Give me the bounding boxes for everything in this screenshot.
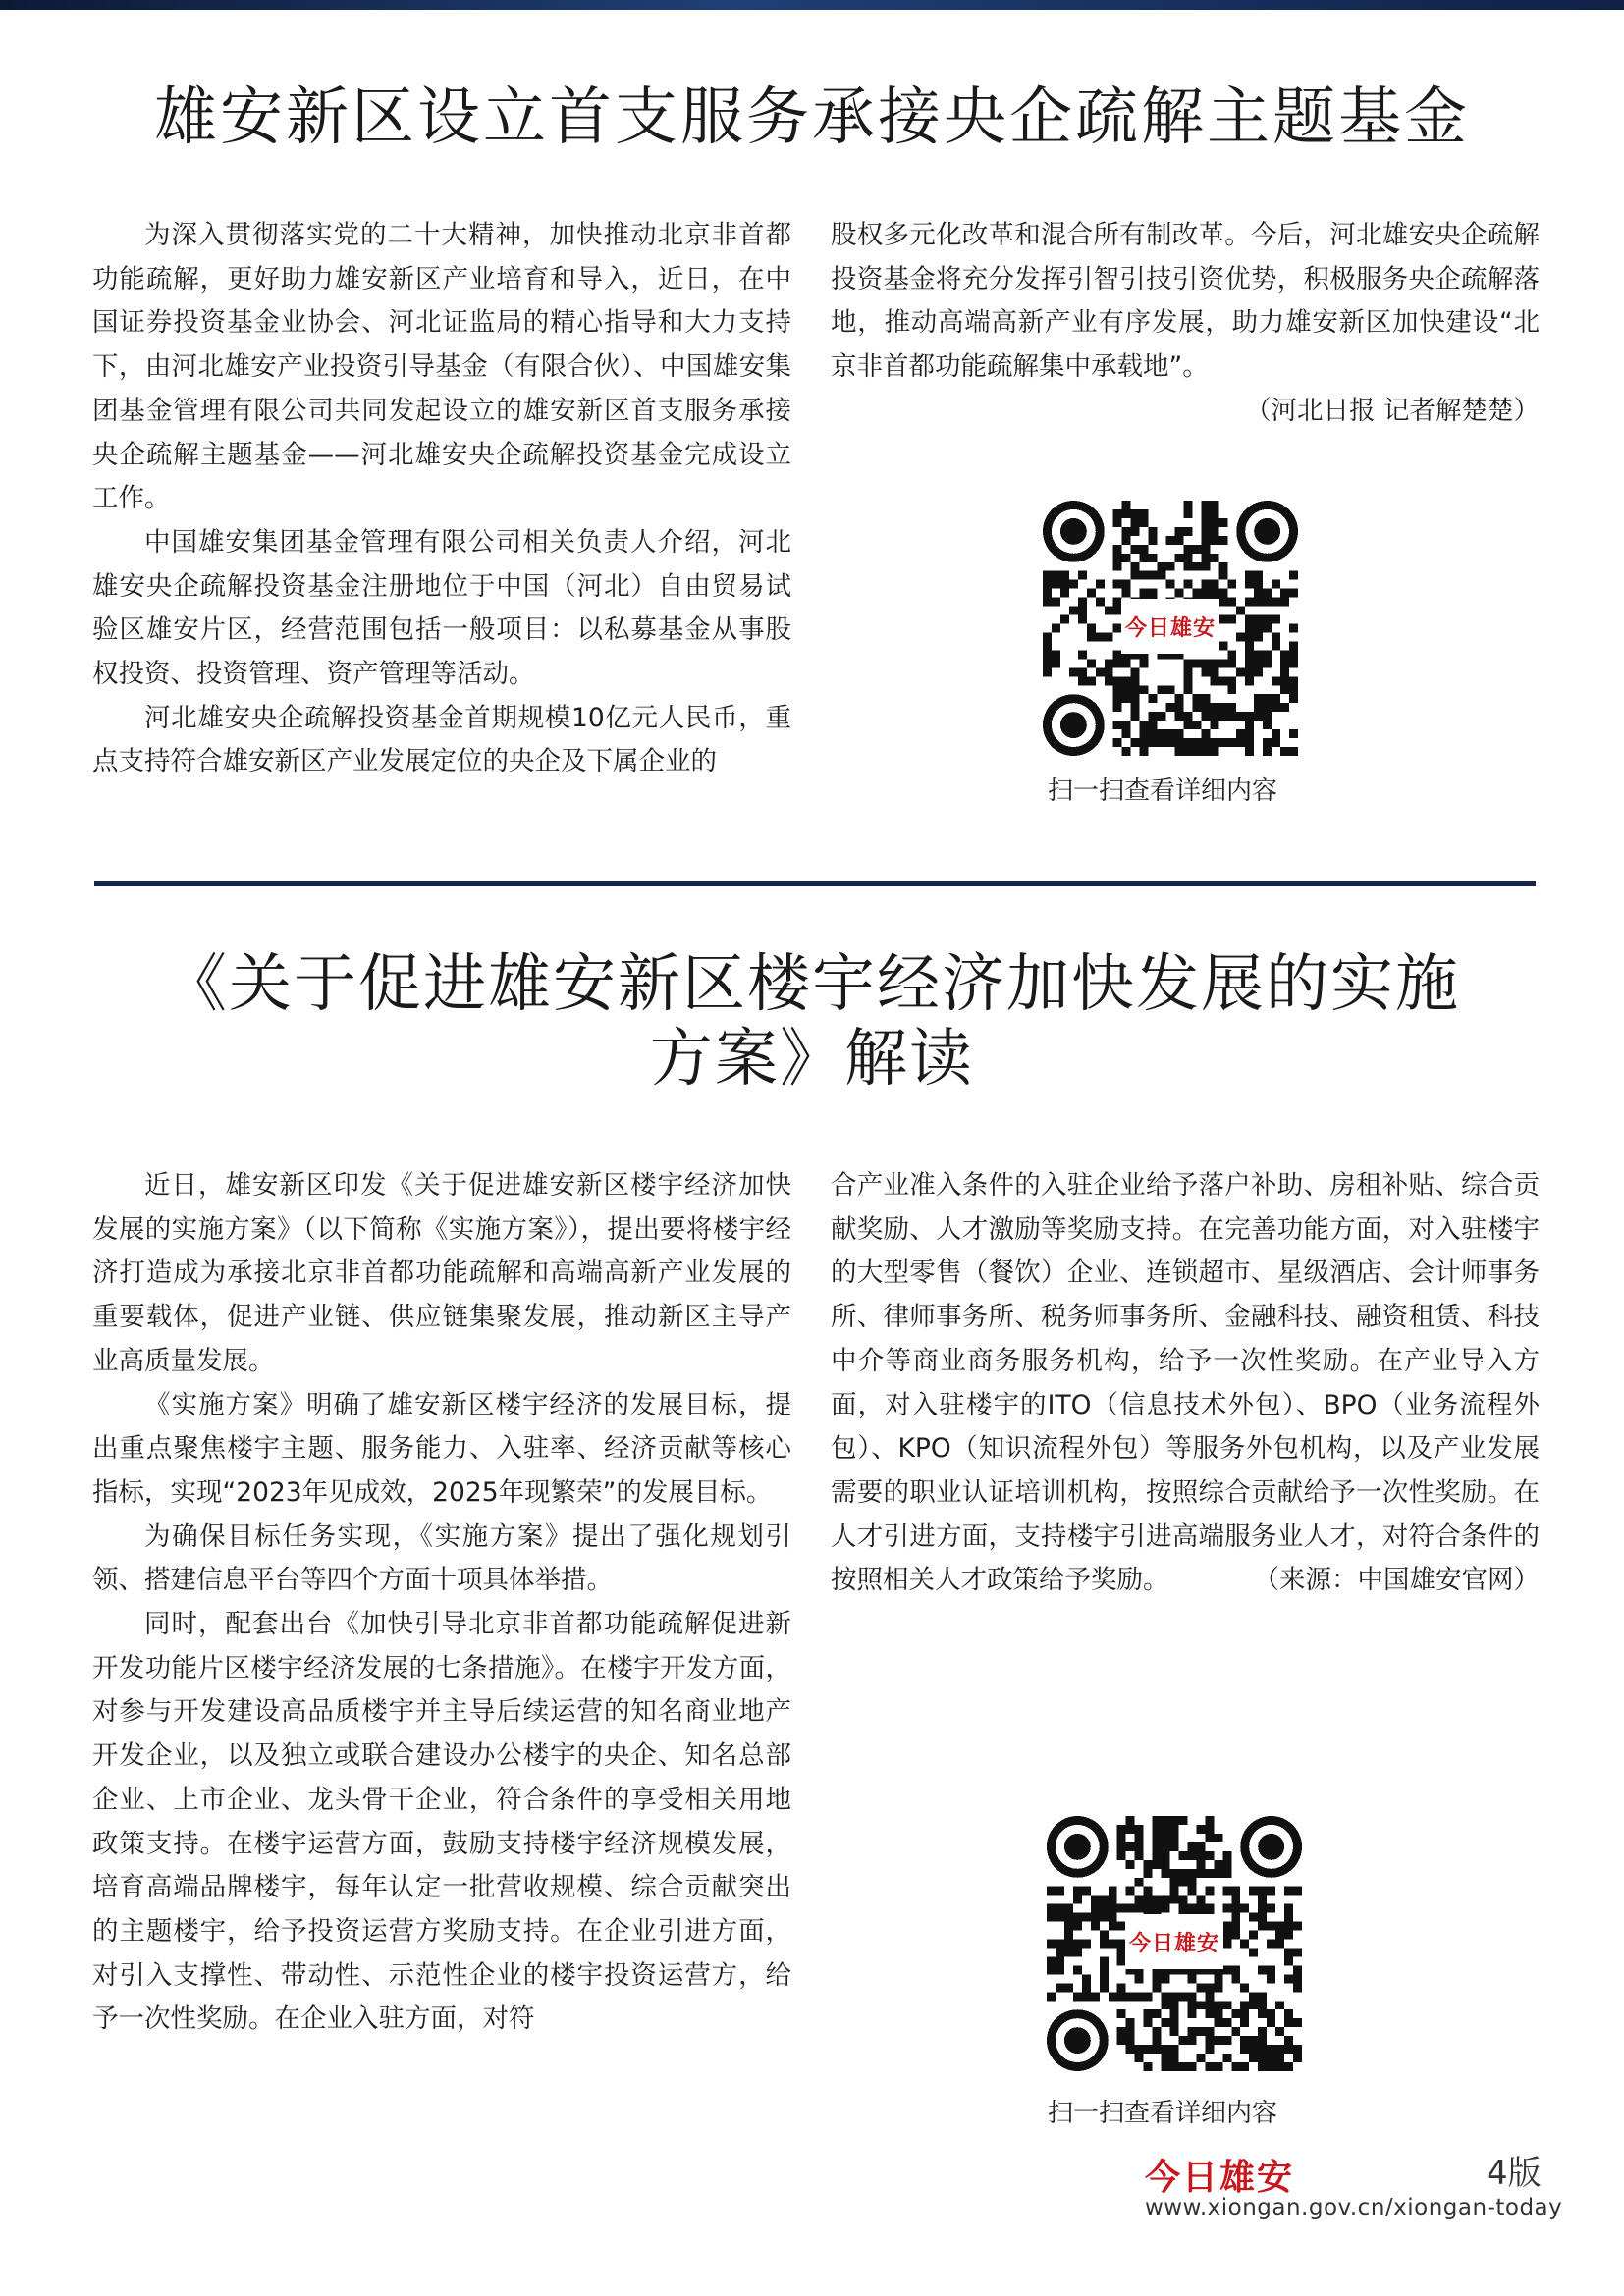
article1-continuation: 股权多元化改革和混合所有制改革。今后，河北雄安央企疏解投资基金将充分发挥引智引技引资优势，积极服务央企疏解落地，推动高端高新产业有序发展，助力雄安新区加快建设“北京非首都功能疏解集中承载地”。 — [831, 220, 1540, 383]
article2-paragraph: 《实施方案》明确了雄安新区楼宇经济的发展目标，提出重点聚焦楼宇主题、服务能力、入驻率、经济贡献等核心指标，实现“2023年见成效，2025年现繁荣”的发展目标。 — [92, 1389, 791, 1508]
footer-logo: 今日雄安 — [1145, 2157, 1295, 2198]
article2-paragraph: 为确保目标任务实现，《实施方案》提出了强化规划引领、搭建信息平台等四个方面十项具体举措。 — [92, 1521, 791, 1596]
section-divider — [94, 881, 1536, 886]
article1-paragraph: 为深入贯彻落实党的二十大精神，加快推动北京非首都功能疏解，更好助力雄安新区产业培育和导入，近日，在中国证券投资基金业协会、河北证监局的精心指导和大力支持下，由河北雄安产业投资引导基金（有限合伙）、中国雄安集团基金管理有限公司共同发起设立的雄安新区首支服务承接央企疏解主题基金——河北雄安央企疏解投资基金完成设立工作。 — [92, 220, 791, 514]
article2-continuation-text: 合产业准入条件的入驻企业给予落户补助、房租补贴、综合贡献奖励、人才激励等奖励支持。在完善功能方面，对入驻楼宇的大型零售（餐饮）企业、连锁超市、星级酒店、会计师事务所、律师事务所、税务师事务所、金融科技、融资租赁、科技中介等商业商务服务机构，给予一次性奖励。在产业导入方面，对入驻楼宇的ITO（信息技术外包）、BPO（业务流程外包）、KPO（知识流程外包）等服务外包机构，以及产业发展需要的职业认证培训机构，按照综合贡献给予一次性奖励。在人才引进方面，支持楼宇引进高端服务业人才，对符合条件的按照相关人才政策给予奖励。 — [831, 1170, 1540, 1596]
article1-paragraph: 河北雄安央企疏解投资基金首期规模10亿元人民币，重点支持符合雄安新区产业发展定位的央企及下属企业的 — [92, 702, 791, 777]
article2-title-line1: 《关于促进雄安新区楼宇经济加快发展的实施 — [164, 948, 1460, 1021]
top-accent-bar — [0, 0, 1624, 10]
article2-continuation — [831, 1164, 1540, 1603]
qr-caption-article1: 扫一扫查看详细内容 — [1048, 776, 1278, 806]
qr-code-article2[interactable] — [1047, 1816, 1302, 2071]
article1-source: （河北日报 记者解楚楚） — [1245, 395, 1540, 426]
footer-page-number: 4版 — [1487, 2154, 1542, 2193]
qr-logo: 今日雄安 — [1121, 599, 1219, 654]
article2-column-right — [831, 1164, 1540, 1603]
article2-title — [0, 947, 1624, 1096]
article1-column-left — [92, 214, 791, 784]
footer-url[interactable]: www.xiongan.gov.cn/xiongan-today — [1145, 2195, 1563, 2220]
qr-caption-article2: 扫一扫查看详细内容 — [1048, 2099, 1278, 2128]
qr-code-article1[interactable] — [1043, 501, 1298, 756]
qr-logo: 今日雄安 — [1125, 1914, 1223, 1969]
article1-column-right — [831, 214, 1540, 434]
article2-title-line2: 方案》解读 — [650, 1023, 974, 1095]
article2-paragraph: 近日，雄安新区印发《关于促进雄安新区楼宇经济加快发展的实施方案》（以下简称《实施方案》），提出要将楼宇经济打造成为承接北京非首都功能疏解和高端高新产业发展的重要载体，促进产业链、供应链集聚发展，推动新区主导产业高质量发展。 — [92, 1170, 791, 1376]
article1-title: 雄安新区设立首支服务承接央企疏解主题基金 — [154, 81, 1470, 154]
article2-paragraph: 同时，配套出台《加快引导北京非首都功能疏解促进新开发功能片区楼宇经济发展的七条措施》。在楼宇开发方面，对参与开发建设高品质楼宇并主导后续运营的知名商业地产开发企业，以及独立或联合建设办公楼宇的央企、知名总部企业、上市企业、龙头骨干企业，符合条件的享受相关用地政策支持。在楼宇运营方面，鼓励支持楼宇经济规模发展，培育高端品牌楼宇，每年认定一批营收规模、综合贡献突出的主题楼宇，给予投资运营方奖励支持。在企业引进方面，对引入支撑性、带动性、示范性企业的楼宇投资运营方，给予一次性奖励。在企业入驻方面，对符 — [92, 1609, 791, 2035]
article1-paragraph: 中国雄安集团基金管理有限公司相关负责人介绍，河北雄安央企疏解投资基金注册地位于中国（河北）自由贸易试验区雄安片区，经营范围包括一般项目：以私募基金从事股权投资、投资管理、资产管理等活动。 — [92, 526, 791, 690]
article2-source: （来源：中国雄安官网） — [1253, 1565, 1540, 1596]
article2-column-left — [92, 1164, 791, 2042]
